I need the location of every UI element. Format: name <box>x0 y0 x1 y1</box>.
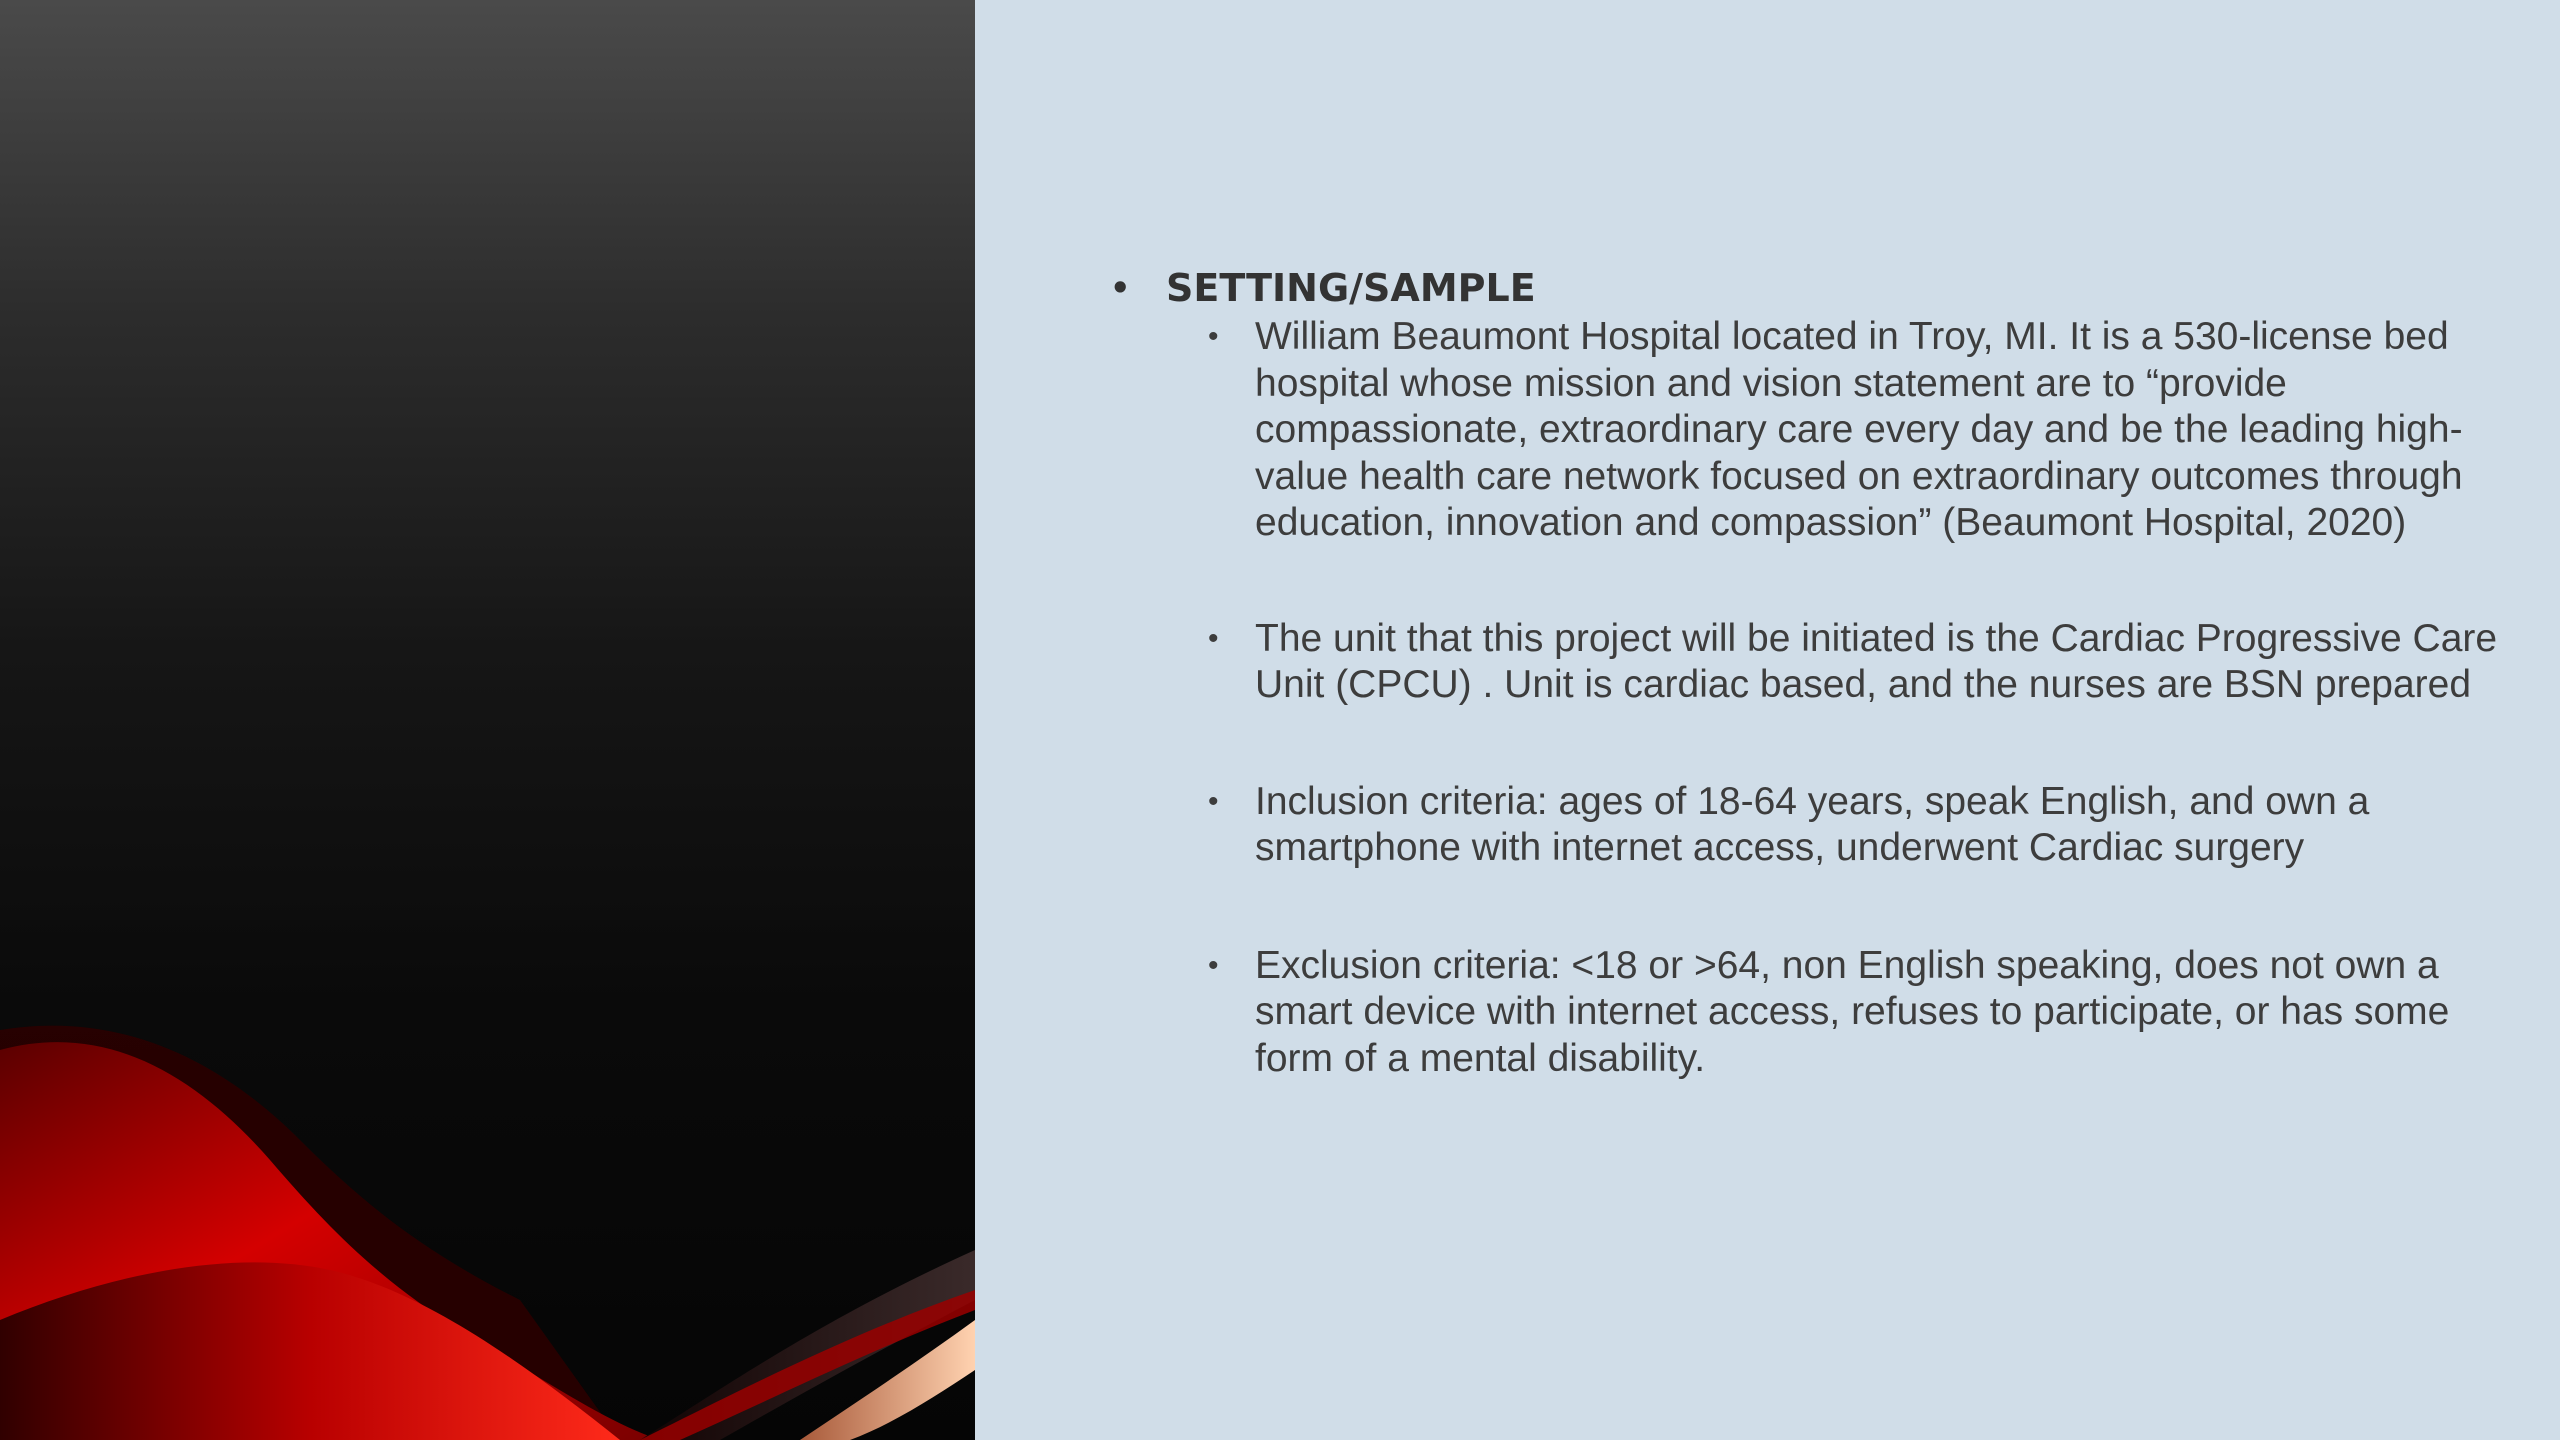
bullet-icon: • <box>1110 269 1131 307</box>
list-item-text: Inclusion criteria: ages of 18-64 years, speak English, and own a smartphone with internet access, underwent Cardiac surgery <box>1255 779 2370 869</box>
bullet-icon: • <box>1208 320 1219 353</box>
bullet-icon: • <box>1208 621 1219 655</box>
section-heading-text: SETTING/SAMPLE <box>1166 266 1536 310</box>
red-swoosh-decoration <box>0 0 975 1440</box>
list-item <box>1208 943 2510 1083</box>
title-panel <box>0 0 975 1440</box>
bullet-list <box>1110 314 2510 1082</box>
list-item <box>1208 314 2510 547</box>
bullet-icon: • <box>1208 948 1219 982</box>
content-body <box>1110 262 2510 1082</box>
section-heading <box>1110 262 2510 314</box>
list-item-text: Exclusion criteria: <18 or >64, non English speaking, does not own a smart device with internet access, refuses to participate, or has some form of a mental disability. <box>1255 943 2450 1080</box>
list-item-text: The unit that this project will be initiated is the Cardiac Progressive Care Unit (CPCU) . Unit is cardiac based, and the nurses are BSN prepared <box>1255 616 2498 706</box>
bullet-icon: • <box>1208 784 1219 818</box>
list-item <box>1208 779 2510 872</box>
list-item-text: William Beaumont Hospital located in Troy, MI. It is a 530-license bed hospital whose mission and vision statement are to “provide compassionate, extraordinary care every day and be the leading high-value health care network focused on extraordinary outcomes through education, innovation and compassion” (Beaumont Hospital, 2020) <box>1255 315 2463 544</box>
list-item <box>1208 616 2510 709</box>
